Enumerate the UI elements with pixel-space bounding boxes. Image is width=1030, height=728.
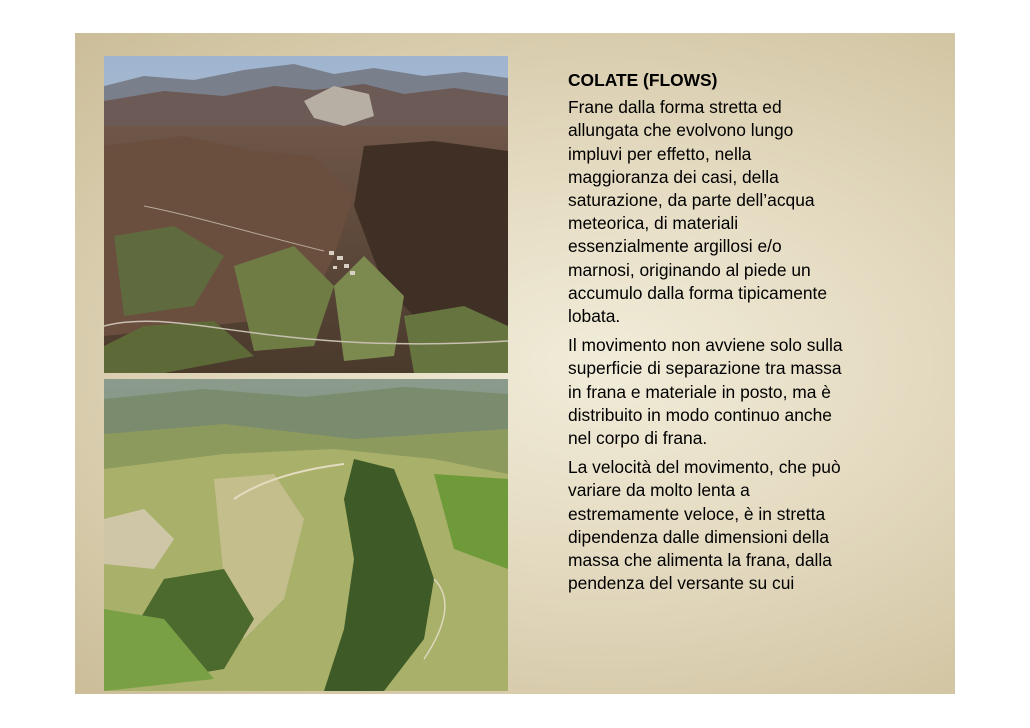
aerial-valley-photo bbox=[104, 56, 508, 373]
green-hillside-earthflow-photo-icon bbox=[104, 379, 508, 691]
text-column bbox=[568, 69, 928, 694]
slide-title: COLATE (FLOWS) bbox=[568, 70, 718, 90]
hillside-earthflow-photo bbox=[104, 379, 508, 691]
slide bbox=[75, 33, 955, 694]
aerial-mountain-valley-photo-icon bbox=[104, 56, 508, 373]
paragraph-definition: Frane dalla forma stretta ed allungata che evolvono lungo impluvi per effetto, nella maggioranza dei casi, della saturazione, da parte dell’acqua meteorica, di materiali essenzialmente argillosi e/o marnosi, originando al piede un accumulo dalla forma tipicamente lobata. bbox=[568, 97, 828, 327]
paragraph-movement: Il movimento non avviene solo sulla superficie di separazione tra massa in frana e materiale in posto, ma è distribuito in modo continuo anche nel corpo di frana. bbox=[568, 335, 843, 449]
paragraph-velocity: La velocità del movimento, che può variare da molto lenta a estremamente veloce, è in stretta dipendenza dalle dimensioni della massa che alimenta la frana, dalla pendenza del versante su cui bbox=[568, 457, 841, 594]
